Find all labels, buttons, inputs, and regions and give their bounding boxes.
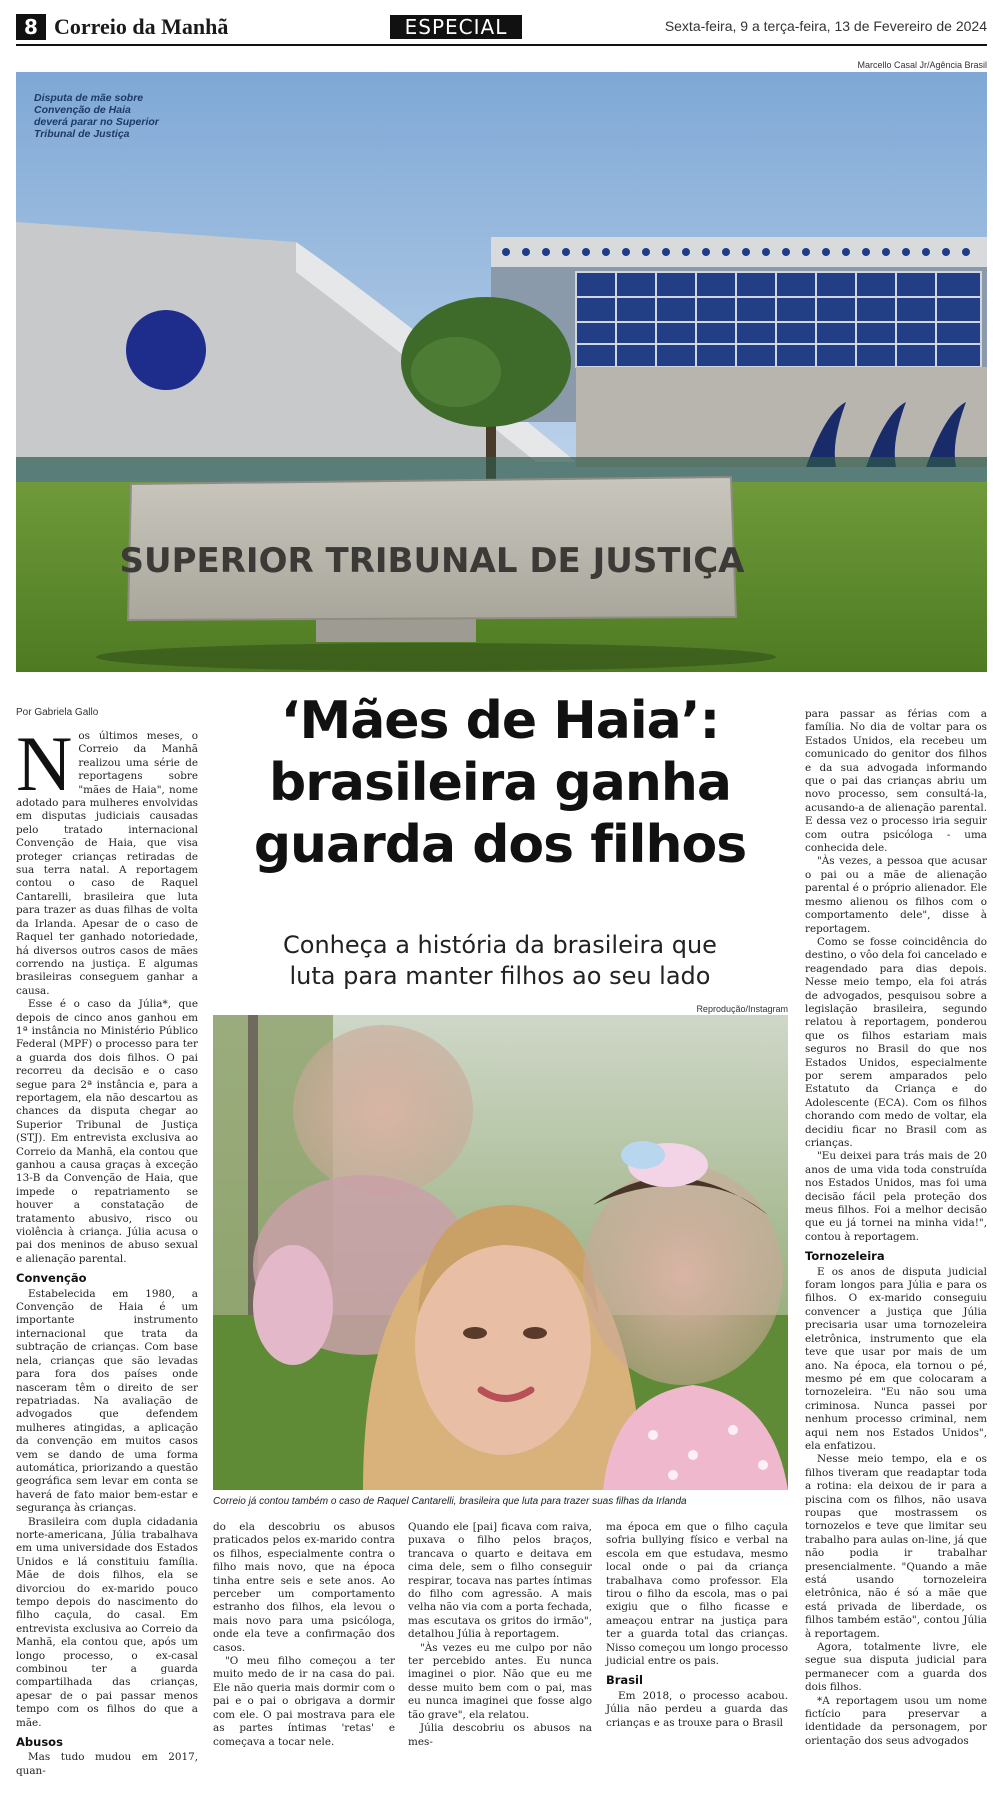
byline: Por Gabriela Gallo [16, 707, 99, 718]
paragraph: Esse é o caso da Júlia*, que depois de cinco anos ganhou em 1ª instância no Ministério Público Federal (MPF) o processo para ter a guarda dos dois filhos. O pai recorreu da decisão e o caso segue para 2ª instância e, para a reportagem, ela não descartou as chances da disputa chegar ao Superior Tribunal de Justiça (STJ). Em entrevista exclusiva ao Correio da Manhã, ela contou que ganhou a causa graças à exceção 13-B da Convenção de Haia, que impede o repatriamento se houver a constatação de tratamento abusivo, risco ou violência à criança. Júlia acusa o pai dos meninos de abuso sexual e alienação parental. [16, 998, 198, 1265]
paragraph: Nesse meio tempo, ela e os filhos tiveram que readaptar toda a rotina: ela deixou de ir para a piscina com os filhos, não usava roupas que mostrassem os tornozelos e teve que limitar seu trabalho para aulas on-line, já que não podia ir trabalhar presencialmente. "Quando a mãe está usando tornozeleira eletrônica, não é só a mãe que está privada de liberdade, os filhos também estão", contou Júlia à reportagem. [805, 1453, 987, 1640]
top-photo-caption: Disputa de mãe sobre Convenção de Haia deverá parar no Superior Tribunal de Justiça [34, 92, 159, 140]
paragraph: "Às vezes, a pessoa que acusar o pai ou a mãe de alienação parental é o próprio alienador. Ele mesmo alienou os filhos com o comportamento dele", disse à reportagem. [805, 855, 987, 935]
paragraph: Quando ele [pai] ficava com raiva, puxava o filho pelos braços, trancava o quarto e deitava em cima dele, sem o filho conseguir respirar, tocava nas partes íntimas do filho com agressão. A mais velha não via com a porta fechada, mas escutava os gritos do irmão", detalhou Júlia à reportagem. [408, 1521, 592, 1641]
paragraph: do ela descobriu os abusos praticados pelos ex-marido contra os filhos, especialmente contra o filho mais novo, que na época tinha entre seis e sete anos. Ao perceber um comportamento estranho dos filhos, ela levou o mais novo para uma psicóloga, onde ela teve a confirmação dos casos. [213, 1521, 395, 1654]
article-column-3 [408, 1521, 592, 1749]
stj-building-illustration [16, 72, 987, 672]
inner-photo [213, 1015, 788, 1490]
article-column-1 [16, 720, 198, 1778]
sign-text: SUPERIOR TRIBUNAL DE JUSTIÇA [119, 541, 745, 581]
paragraph: ma época em que o filho caçula sofria bullying físico e verbal na escola em que estudava, mesmo local onde o pai da criança trabalhava como professor. Ela tirou o filho da escola, mas o pai exigiu que o filho ficasse e ameaçou entrar na justiça para ter a guarda total das crianças. Nisso começou um longo processo judicial entre os pais. [606, 1521, 788, 1668]
family-photo-illustration [213, 1015, 788, 1490]
paragraph: Agora, totalmente livre, ele segue sua disputa judicial para permanecer com a guarda dos dois filhos. [805, 1641, 987, 1694]
headline-line-1: ‘Mães de Haia’: [280, 691, 720, 751]
paragraph: Nos últimos meses, o Correio da Manhã realizou uma série de reportagens sobre "mães de Haia", nome adotado para mulheres envolvidas em disputas judiciais causadas pelo tratado internacional Convenção de Haia, que visa proteger crianças retiradas de sua terra natal. A reportagem contou o caso de Raquel Cantarelli, brasileira que luta para trazer as duas filhas de volta da Irlanda. Apesar de o caso de Raquel ter ganhado notoriedade, há diversos outros casos de mães correndo na justiça. E algumas brasileiras conseguem ganhar a causa. [16, 720, 198, 997]
headline-line-3: guarda dos filhos [253, 815, 747, 875]
drop-cap: N [16, 720, 73, 807]
paragraph: *A reportagem usou um nome fictício para preservar a identidade da personagem, por orientação dos seus advogados [805, 1694, 987, 1747]
paragraph: Brasileira com dupla cidadania norte-americana, Júlia trabalhava em uma universidade dos Estados Unidos e lá constituiu família. Mãe de dois filhos, ela se divorciou do ex-marido pouco tempo depois do nascimento do filho caçula, do casal. Em entrevista exclusiva ao Correio da Manhã, ela contou que, após um longo processo, o ex-casal combinou ter a guarda compartilhada das crianças, apesar de o pai passar menos tempo com os filhos do que a mãe. [16, 1515, 198, 1729]
issue-date: Sexta-feira, 9 a terça-feira, 13 de Fevereiro de 2024 [664, 18, 987, 34]
paragraph: "Eu deixei para trás mais de 20 anos de uma vida toda construída nos Estados Unidos, mas foi uma decisão fácil pela proteção dos meus filhos. Foi a melhor decisão que eu já tornei na minha vida!", contou à reportagem. [805, 1150, 987, 1243]
section-subtitle: Abusos [16, 1735, 63, 1750]
section-subtitle: Convenção [16, 1271, 87, 1286]
section-label: ESPECIAL [390, 15, 522, 39]
paragraph: Em 2018, o processo acabou. Júlia não perdeu a guarda das crianças e as trouxe para o Brasil [606, 1689, 788, 1729]
paragraph: E os anos de disputa judicial foram longos para Júlia e para os filhos. O ex-marido conseguiu convencer a justiça que Júlia precisaria usar uma tornozeleira eletrônica, instrumento que ela teve que usar por mais de um ano. Na época, ela tornou o pé, mesmo pé em que colocaram a tornozeleira. "Eu não sou uma criminosa. Nunca passei por nenhum processo criminal, nem aqui nem nos Estados Unidos", ela enfatizou. [805, 1265, 987, 1452]
top-photo-credit: Marcello Casal Jr/Agência Brasil [857, 60, 987, 70]
inner-photo-credit: Reprodução/Instagram [696, 1004, 788, 1014]
inner-photo-caption: Correio já contou também o caso de Raquel Cantarelli, brasileira que luta para trazer suas filhas da Irlanda [213, 1496, 687, 1507]
subhead-line-1: Conheça a história da brasileira que [283, 931, 717, 959]
subhead-line-2: luta para manter filhos ao seu lado [289, 962, 711, 990]
paragraph: "Às vezes eu me culpo por não ter percebido antes. Eu nunca imaginei o pior. Não que eu me desse muito bem com o pai, mas eu nunca imaginei que fosse algo tão grave", ela relatou. [408, 1641, 592, 1721]
paragraph: Júlia descobriu os abusos na mes- [408, 1722, 592, 1748]
article-column-4 [606, 1521, 788, 1730]
headline-line-2: brasileira ganha [269, 753, 731, 813]
paragraph: Mas tudo mudou em 2017, quan- [16, 1751, 198, 1777]
paragraph: Como se fosse coincidência do destino, o vôo dela foi cancelado e reagendado para dias depois. Nesse meio tempo, ela foi atrás de advogados, pesquisou sobre a legislação brasileira, segundo relatou à reportagem, ponderou que os filhos estariam mais seguros no Brasil do que nos Estados Unidos, especialmente por serem amparados pelo Estatuto da Criança e do Adolescente (ECA). Com os filhos chorando com medo de voltar, ela decidiu ficar no Brasil com as crianças. [805, 935, 987, 1149]
section-subtitle: Tornozeleira [805, 1249, 885, 1264]
section-subtitle: Brasil [606, 1673, 643, 1688]
page-number: 8 [16, 14, 46, 40]
header-rule [16, 44, 987, 46]
subheadline [230, 930, 770, 992]
paragraph: "O meu filho começou a ter muito medo de ir na casa do pai. Ele não queria mais dormir com o pai e o pai o obrigava a dormir com ele. O pai mostrava para ele as partes íntimas 'retas' e começava a tocar nele. [213, 1655, 395, 1748]
top-photo [16, 72, 987, 672]
article-column-5 [805, 708, 987, 1748]
paragraph: para passar as férias com a família. No dia de voltar para os Estados Unidos, ela recebeu um comunicado do genitor dos filhos e da sua advogada informando que o pai das crianças abriu um novo processo, sem consultá-la, acusando-a de alienação parental. E dessa vez o processo iria seguir com outra psicóloga - uma conhecida dele. [805, 708, 987, 855]
headline [205, 690, 795, 876]
article-column-2 [213, 1521, 395, 1749]
paragraph: Estabelecida em 1980, a Convenção de Haia é um importante instrumento internacional que trata da subtração de crianças. Com base nela, crianças que são levadas para fora dos países onde nasceram têm o direito de ser repatriadas. Na avaliação de advogados que defendem mulheres atingidas, a aplicação da convenção em muitos casos vem se dando de uma forma automática, priorizando a questão geográfica sem levar em conta se haverá de fato maior bem-estar e segurança às crianças. [16, 1287, 198, 1515]
newspaper-name: Correio da Manhã [54, 14, 229, 39]
